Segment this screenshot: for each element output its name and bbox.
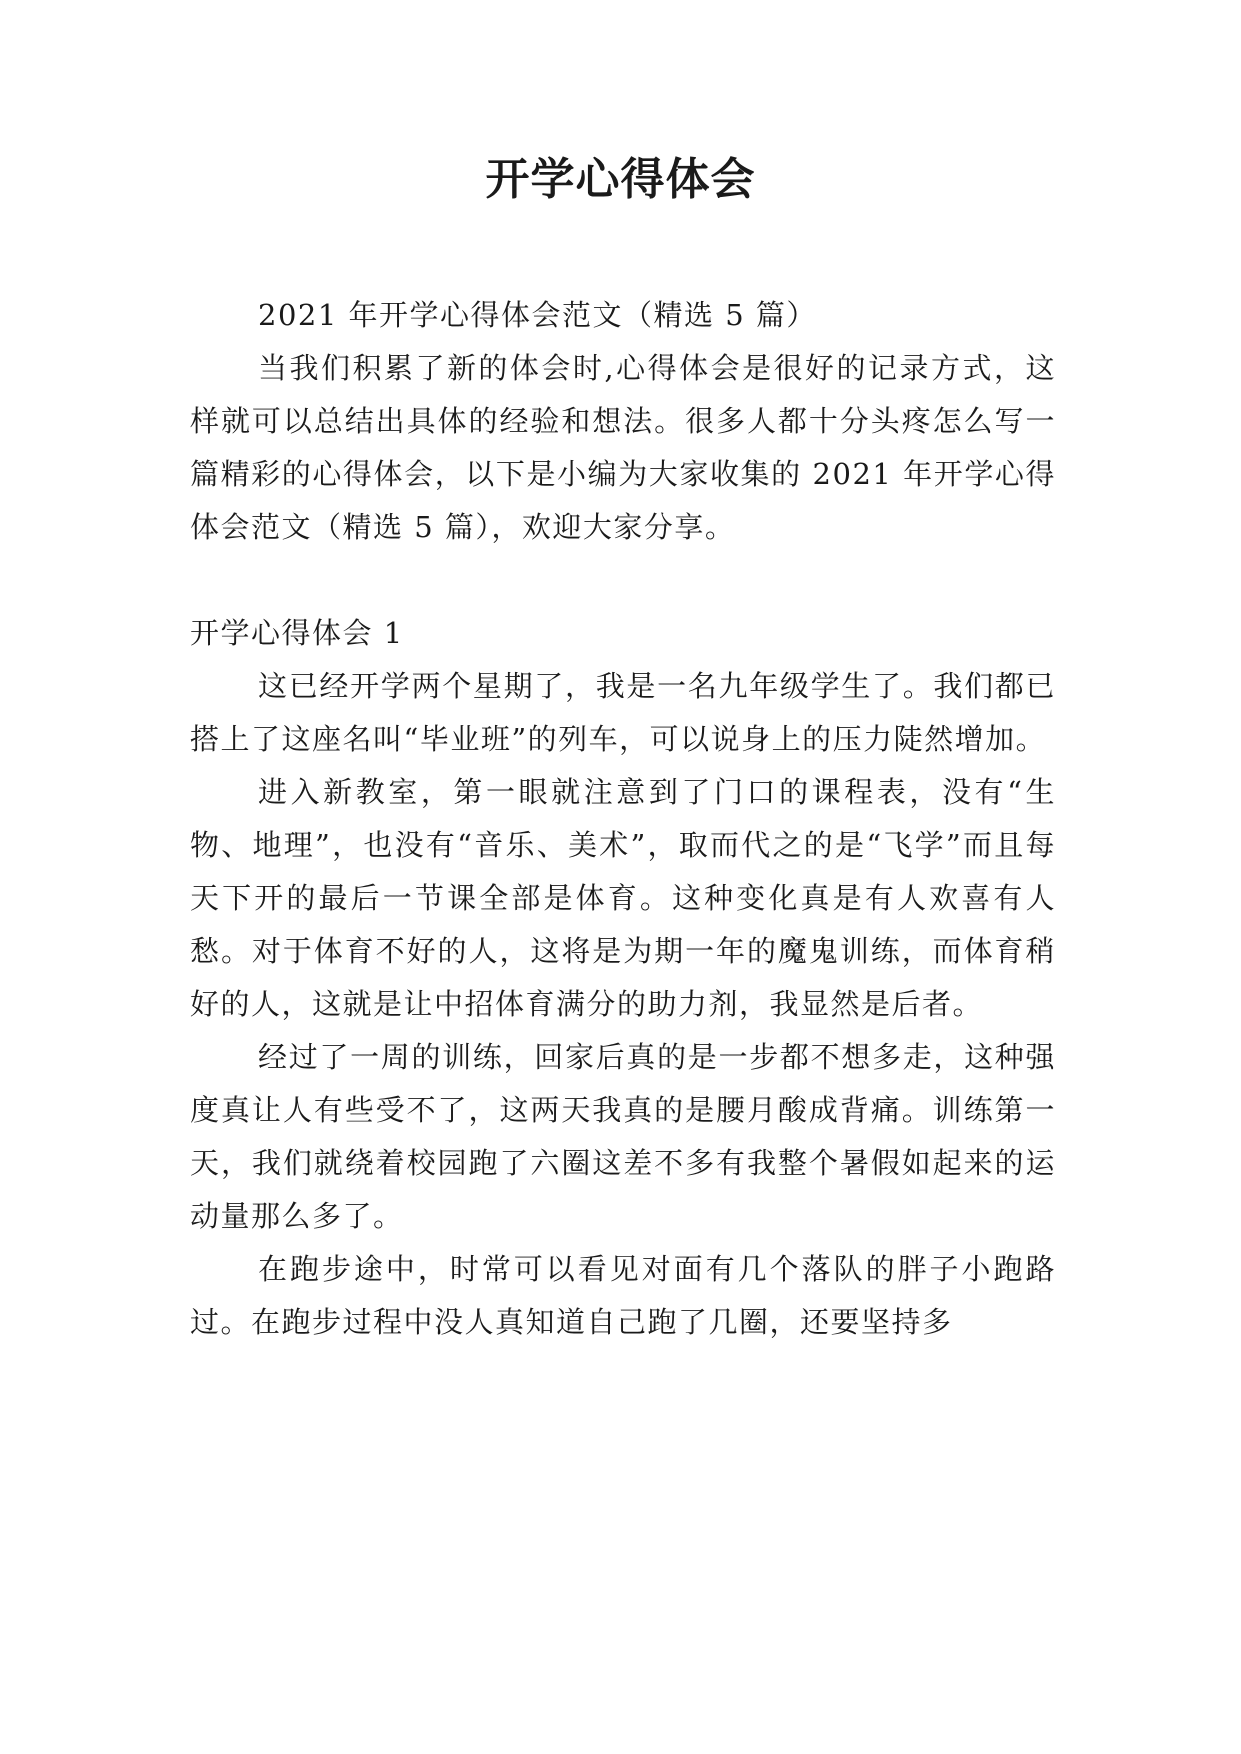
section-heading: 开学心得体会 1	[190, 616, 404, 650]
document-body	[190, 289, 1056, 1349]
section-spacer	[190, 554, 1056, 607]
document-subtitle: 2021 年开学心得体会范文（精选 5 篇）	[258, 298, 817, 332]
body-paragraph: 这已经开学两个星期了，我是一名九年级学生了。我们都已搭上了这座名叫“毕业班”的列车，可以说身上的压力陡然增加。	[190, 669, 1056, 756]
intro-paragraph: 当我们积累了新的体会时,心得体会是很好的记录方式，这样就可以总结出具体的经验和想法。很多人都十分头疼怎么写一篇精彩的心得体会，以下是小编为大家收集的 2021 年开学心得体会范文（精选 5 篇），欢迎大家分享。	[190, 351, 1056, 544]
body-paragraph: 进入新教室，第一眼就注意到了门口的课程表，没有“生物、地理”，也没有“音乐、美术”，取而代之的是“飞学”而且每天下开的最后一节课全部是体育。这种变化真是有人欢喜有人愁。对于体育不好的人，这将是为期一年的魔鬼训练，而体育稍好的人，这就是让中招体育满分的助力剂，我显然是后者。	[190, 775, 1056, 1021]
document-title: 开学心得体会	[485, 154, 756, 205]
body-paragraph: 在跑步途中，时常可以看见对面有几个落队的胖子小跑路过。在跑步过程中没人真知道自己跑了几圈，还要坚持多	[190, 1252, 1056, 1339]
body-paragraph: 经过了一周的训练，回家后真的是一步都不想多走，这种强度真让人有些受不了，这两天我真的是腰月酸成背痛。训练第一天，我们就绕着校园跑了六圈这差不多有我整个暑假如起来的运动量那么多了。	[190, 1040, 1056, 1233]
